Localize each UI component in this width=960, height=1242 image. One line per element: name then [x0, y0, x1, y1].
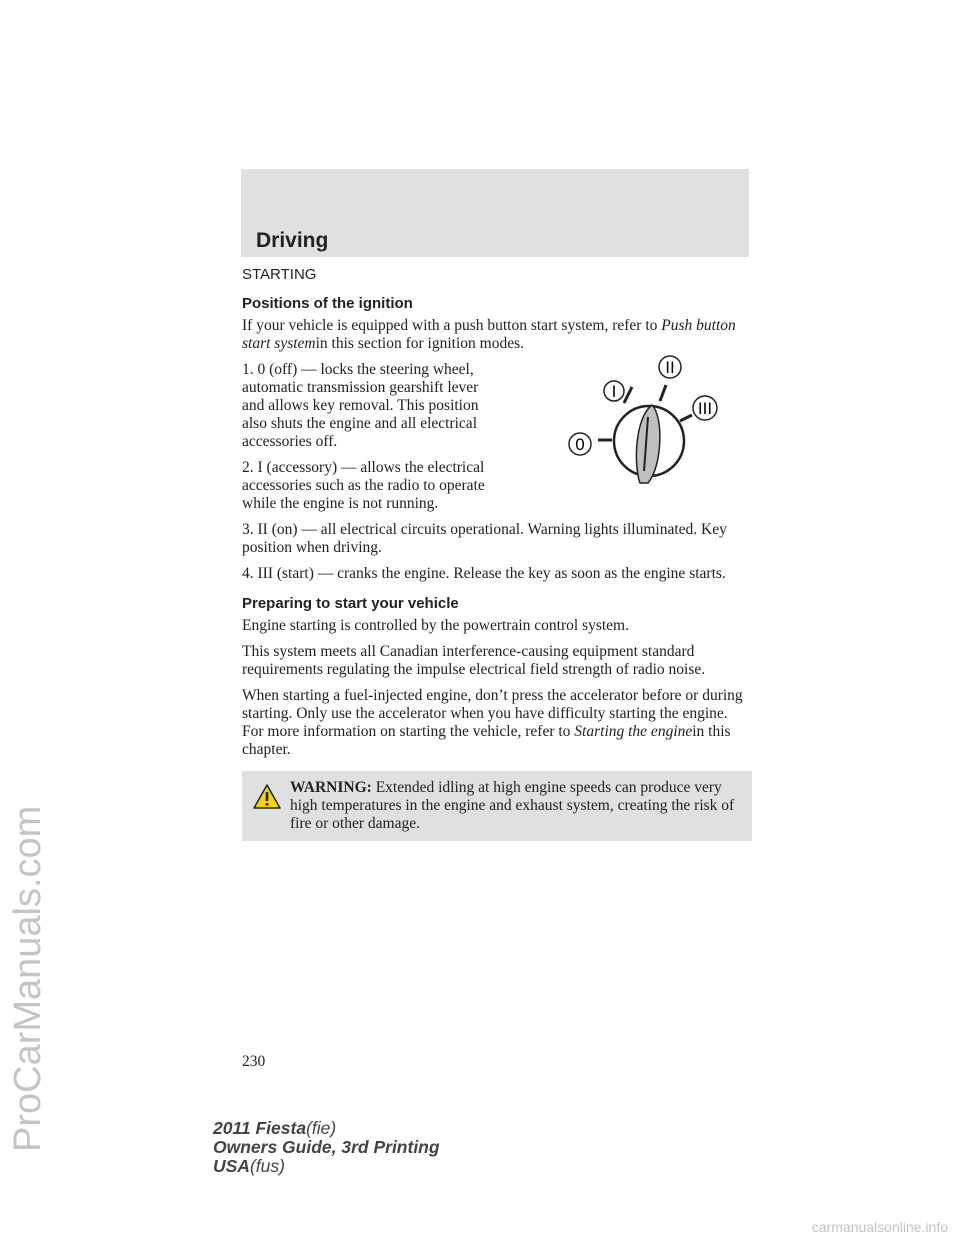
- starting-heading: STARTING: [242, 266, 317, 283]
- ignition-item-on: 3. II (on) — all electrical circuits operational. Warning lights illuminated. Key position when driving.: [242, 521, 727, 556]
- footer-model: 2011 Fiesta: [213, 1118, 307, 1138]
- prepare-paragraph-3-text: When starting a fuel-injected engine, don’t press the accelerator before or during starting. Only use the accelerator when you have difficulty starting the engine. For more information on starting the vehicle, refer to: [242, 687, 743, 740]
- intro-reference: Push button start system: [242, 317, 736, 352]
- page-number: 230: [242, 1053, 266, 1070]
- intro-paragraph: [242, 317, 752, 353]
- position-I-label: I: [611, 382, 617, 401]
- section-header: [241, 169, 749, 257]
- footer-market: USA: [213, 1156, 250, 1176]
- ignition-positions-subhead: Positions of the ignition: [242, 295, 413, 312]
- ignition-list-area: [242, 358, 752, 513]
- footer-model-code: (fie): [306, 1118, 337, 1138]
- prepare-paragraph-2: This system meets all Canadian interference-causing equipment standard requirements regulating the impulse electrical field strength of radio noise.: [242, 643, 706, 678]
- prepare-paragraph-1: Engine starting is controlled by the powertrain control system.: [242, 617, 629, 634]
- warning-text: [250, 779, 742, 833]
- warning-box: [242, 771, 752, 841]
- prepare-paragraph-3: [242, 687, 752, 759]
- ignition-item-accessory: 2. I (accessory) — allows the electrical accessories such as the radio to operate while the engine is not running.: [242, 459, 485, 512]
- ignition-switch-illustration: [552, 355, 722, 491]
- warning-triangle-icon: [252, 783, 282, 810]
- side-watermark: ProCarManuals.com: [7, 805, 49, 1152]
- document-footer: [213, 1119, 440, 1176]
- page-content: [242, 266, 752, 841]
- intro-text: If your vehicle is equipped with a push button start system, refer to: [242, 317, 658, 334]
- starting-engine-reference: Starting the engine: [574, 723, 693, 740]
- footer-market-code: (fus): [249, 1156, 285, 1176]
- ignition-item-off: 1. 0 (off) — locks the steering wheel, automatic transmission gearshift lever and allows key removal. This position also shuts the engine and all electrical accessories off.: [242, 361, 479, 450]
- position-II-label: II: [665, 358, 675, 377]
- prepare-start-subhead: Preparing to start your vehicle: [242, 595, 459, 612]
- warning-label: WARNING:: [290, 779, 372, 796]
- section-title: Driving: [256, 229, 329, 252]
- bottom-watermark: carmanualsonline.info: [811, 1219, 948, 1235]
- position-III-label: III: [697, 399, 713, 418]
- warning-body: Extended idling at high engine speeds can produce very high temperatures in the engine and exhaust system, creating the risk of fire or other damage.: [290, 779, 735, 832]
- position-0-label: 0: [575, 435, 585, 454]
- prepare-paragraph-3-tail: in this chapter.: [242, 723, 731, 758]
- intro-tail: in this section for ignition modes.: [315, 335, 524, 352]
- ignition-item-start: 4. III (start) — cranks the engine. Release the key as soon as the engine starts.: [242, 565, 726, 582]
- footer-guide: Owners Guide, 3rd Printing: [213, 1137, 440, 1157]
